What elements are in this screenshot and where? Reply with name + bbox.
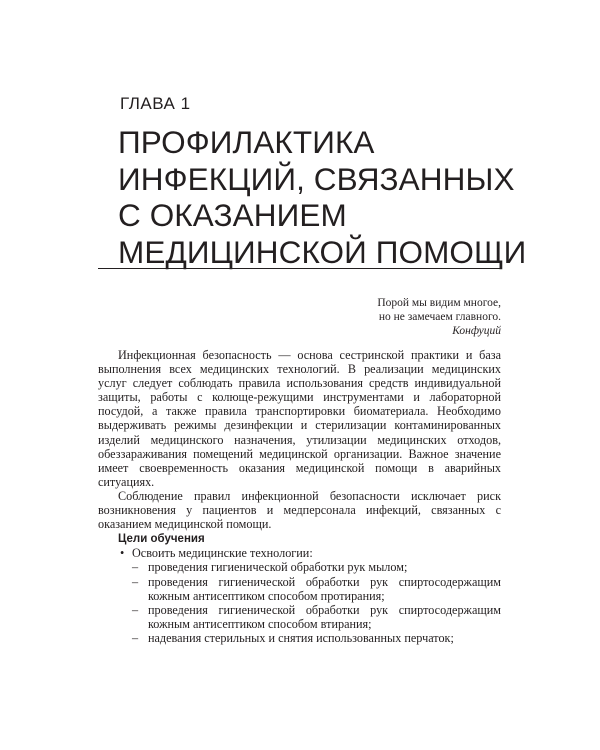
goals-subitem-text: проведения гигиенической обработки рук мылом; [148, 560, 408, 575]
chapter-title-line: ПРОФИЛАКТИКА [118, 124, 375, 160]
title-divider [98, 268, 501, 269]
goals-subitem [132, 575, 501, 603]
goals-heading: Цели обучения [118, 533, 205, 546]
dash-icon: – [132, 630, 139, 645]
epigraph-line: но не замечаем главного. [378, 311, 501, 323]
dash-icon: – [132, 574, 139, 589]
epigraph-line: Порой мы видим многое, [377, 297, 501, 309]
dash-icon: – [132, 602, 139, 617]
epigraph-author: Конфуций [452, 325, 501, 337]
chapter-title-line: МЕДИЦИНСКОЙ ПОМОЩИ [118, 233, 527, 270]
goals-sublist [132, 560, 501, 645]
goals-subitem-text: проведения гигиенической обработки рук спиртосодержащим кожным антисептиком способом протирания; [148, 574, 501, 603]
chapter-title [118, 124, 526, 270]
goals-list [98, 546, 501, 645]
goals-list-item [98, 546, 501, 645]
chapter-title-line: С ОКАЗАНИЕМ [118, 197, 347, 233]
bullet-icon: • [120, 546, 125, 561]
chapter-label: ГЛАВА 1 [120, 94, 191, 113]
epigraph [377, 296, 501, 338]
body-text [98, 348, 501, 645]
goals-subitem [132, 631, 501, 645]
goals-item-text: Освоить медицинские технологии: [132, 546, 313, 561]
chapter-title-line: ИНФЕКЦИЙ, СВЯЗАННЫХ [118, 160, 515, 197]
body-paragraph: Инфекционная безопасность — основа сестринской практики и база выполнения всех медицинских технологий. В реализации медицинских услуг следует соблюдать правила использования средств индивидуальной защиты, работы с колюще-режущими инструментами и лабораторной посудой, а также правила транспортировки биоматериала. Необходимо выдерживать режимы дезинфекции и стерилизации контаминированных изделий медицинского назначения, утилизации медицинских отходов, обеззараживания помещений медицинской организации. Важное значение имеет своевременность оказания медицинской помощи в аварийных ситуациях. [98, 348, 501, 489]
goals-subitem-text: надевания стерильных и снятия использованных перчаток; [148, 630, 454, 645]
body-paragraph: Соблюдение правил инфекционной безопасности исключает риск возникновения у пациентов и медперсонала инфекций, связанных с оказанием медицинской помощи. [98, 488, 501, 532]
goals-subitem [132, 603, 501, 631]
goals-subitem [132, 560, 501, 574]
dash-icon: – [132, 560, 139, 575]
goals-subitem-text: проведения гигиенической обработки рук спиртосодержащим кожным антисептиком способом втирания; [148, 602, 501, 631]
